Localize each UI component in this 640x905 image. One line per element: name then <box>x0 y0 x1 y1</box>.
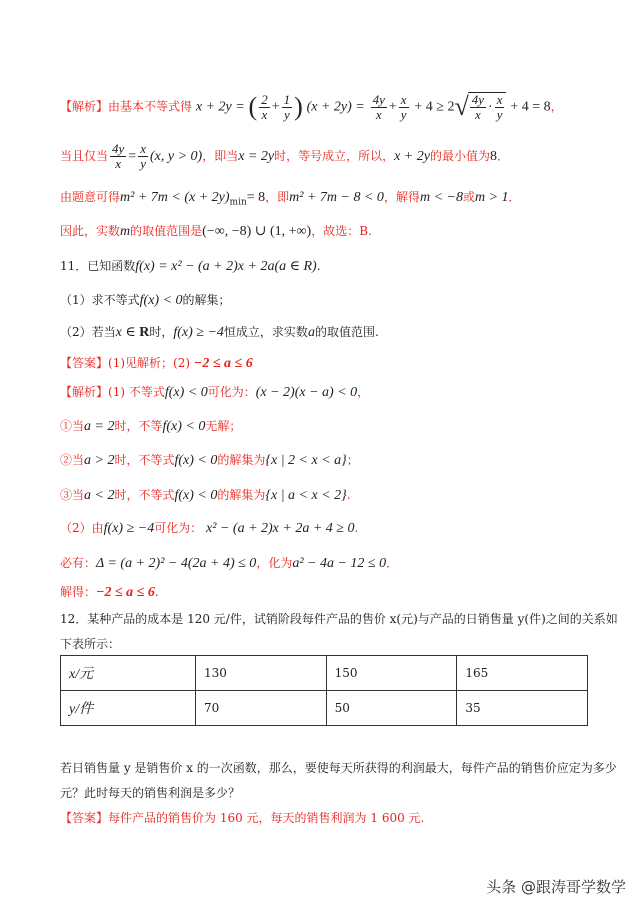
question-11 <box>60 258 321 275</box>
analysis-line-1 <box>60 92 563 122</box>
case-1 <box>60 418 241 435</box>
punct: ， <box>357 385 370 399</box>
math-expr: f(x) < 0 <box>174 453 218 468</box>
punct: . <box>346 488 351 502</box>
math-var: a <box>307 325 315 340</box>
text: 的取值范围是 <box>130 224 203 238</box>
must-condition <box>60 555 398 572</box>
punct: ． <box>386 556 399 570</box>
answer-12 <box>60 810 424 826</box>
fraction: $\frac{1}{y}$ <box>283 91 291 122</box>
math-expr: (x − 2)(x − a) < 0 <box>255 385 358 400</box>
fraction: $\frac{x}{y}$ <box>400 91 407 122</box>
text: ，即当 <box>202 149 239 163</box>
punct: . <box>354 521 359 535</box>
math-expr: m > 1 <box>474 190 509 205</box>
math-expr: + 4 ≥ 2 <box>414 99 455 115</box>
text: 或 <box>462 190 475 204</box>
math-expr: f(x) < 0 <box>164 385 208 400</box>
text: 时，等号成立，所以， <box>274 149 395 163</box>
text: 的解集； <box>182 293 231 307</box>
math-expr: x ∈ <box>115 325 140 340</box>
table-cell: 130 <box>196 656 327 691</box>
paren-close: ) <box>294 92 303 121</box>
table-cell: x/元 <box>61 656 196 691</box>
text: 解得： <box>60 585 97 599</box>
text: 时，不等 <box>114 419 163 433</box>
math-expr: = 8 <box>246 190 266 205</box>
math-expr: f(x) < 0 <box>162 419 206 434</box>
table-cell: 150 <box>326 656 457 691</box>
math-expr: m² + 7m − 8 < 0 <box>289 190 384 205</box>
punct: . <box>316 259 321 273</box>
case-2 <box>60 452 359 469</box>
text: 可化为： <box>154 521 203 535</box>
radicand <box>468 92 507 122</box>
dot-sign: · <box>488 100 493 115</box>
plus-sign: + <box>271 99 280 115</box>
math-expr: f(x) < 0 <box>174 488 218 503</box>
punct: . <box>154 585 159 599</box>
answer-label: 【答案】 <box>60 356 109 370</box>
text: ①当 <box>60 419 85 433</box>
math-var: m <box>120 224 131 239</box>
fraction: $\frac{x}{y}$ <box>140 141 146 171</box>
watermark: 头条 @跟涛哥学数学 <box>486 878 626 896</box>
price-sales-table <box>60 655 588 726</box>
math-expr: f(x) ≥ −4 <box>173 325 224 340</box>
text: 的取值范围. <box>314 325 379 339</box>
math-set: R <box>139 325 150 340</box>
text: (1)见解析；(2) <box>108 356 191 370</box>
text: 的最小值为 <box>429 149 490 163</box>
fraction: $\frac{4y}{x}$ <box>112 141 125 171</box>
math-expr: (x, y > 0) <box>149 149 203 164</box>
part-2-analysis <box>60 520 358 537</box>
fraction: $\frac{x}{y}$ <box>496 92 503 122</box>
text: (1) 不等式 <box>108 385 165 399</box>
math-expr: −2 ≤ a ≤ 6 <box>96 585 155 600</box>
punct: ． <box>496 149 509 163</box>
analysis-text: 由基本不等式得 <box>108 99 193 114</box>
text: ③当 <box>60 488 85 502</box>
math-expr: Δ = (a + 2)² − 4(2a + 4) ≤ 0 <box>96 556 257 571</box>
table-cell: 165 <box>457 656 588 691</box>
sqrt-icon: √ <box>454 92 469 121</box>
math-expr: a² − 4a − 12 ≤ 0 <box>292 556 387 571</box>
math-expr: x² − (a + 2)x + 2a + 4 ≥ 0 <box>206 521 355 536</box>
solution <box>60 584 159 601</box>
analysis-line-2 <box>60 142 509 171</box>
math-expr: −2 ≤ a ≤ 6 <box>193 356 253 371</box>
text: ②当 <box>60 453 85 467</box>
analysis-line-4 <box>60 223 372 240</box>
math-expr: (−∞, −8) ∪ (1, +∞) <box>202 224 312 239</box>
text: 可化为： <box>207 385 256 399</box>
punct: ． <box>508 190 521 204</box>
math-expr: 8 <box>489 149 497 164</box>
answer-label: 【答案】 <box>60 811 109 825</box>
math-expr: {x | 2 < x < a} <box>265 453 347 468</box>
answer-11 <box>60 355 253 372</box>
text: 时，不等式 <box>114 453 175 467</box>
text: 恒成立，求实数 <box>223 325 308 339</box>
text: 当且仅当 <box>60 149 109 163</box>
math-expr: + 4 = 8 <box>510 99 551 115</box>
text: （2）若当 <box>60 325 116 339</box>
question-11-part-1 <box>60 292 231 309</box>
fraction: $\frac{4y}{x}$ <box>372 91 385 122</box>
fraction: $\frac{2}{x}$ <box>261 91 268 122</box>
table-cell: y/件 <box>61 691 196 726</box>
analysis-label: 【解析】 <box>60 385 109 399</box>
paren-open: ( <box>248 92 258 121</box>
punct: ； <box>346 453 359 467</box>
text: ，化为 <box>256 556 293 570</box>
math-expr: m < −8 <box>419 190 463 205</box>
math-expr: (x + 2y) = <box>306 99 365 115</box>
math-expr: x + 2y <box>394 149 430 164</box>
table-cell: 70 <box>196 691 327 726</box>
text: 无解； <box>205 419 242 433</box>
table-cell: 35 <box>457 691 588 726</box>
punct: ， <box>550 99 563 114</box>
analysis-line-3 <box>60 189 521 210</box>
question-12b-line-1: 若日销售量 y 是销售价 x 的一次函数，那么，要使每天所获得的利润最大，每件产品的销售价应定为多少 <box>60 761 617 775</box>
text: 时，不等式 <box>114 488 175 502</box>
table-cell: 50 <box>326 691 457 726</box>
text: ，解得 <box>383 190 420 204</box>
text: 的解集为 <box>217 453 266 467</box>
text: 由题意可得 <box>60 190 121 204</box>
question-12-line-1: 12．某种产品的成本是 120 元/件，试销阶段每件产品的售价 x(元)与产品的日销售量 y(件)之间的关系如 <box>60 612 618 626</box>
math-expr: f(x) = x² − (a + 2)x + 2a(a ∈ R) <box>135 259 317 274</box>
text: ，即 <box>265 190 290 204</box>
text: 因此，实数 <box>60 224 121 238</box>
table-row <box>61 656 588 691</box>
analysis-11 <box>60 384 369 401</box>
text: 时， <box>149 325 174 339</box>
math-expr: a = 2 <box>84 419 115 434</box>
math-expr: f(x) < 0 <box>139 293 183 308</box>
text: 每件产品的销售价为 160 元，每天的销售利润为 1 600 元. <box>108 811 425 825</box>
text: 的解集为 <box>217 488 266 502</box>
math-expr: a < 2 <box>84 488 115 503</box>
text: ，故选：B. <box>311 224 372 238</box>
text: （1）求不等式 <box>60 293 140 307</box>
text: （2）由 <box>60 521 104 535</box>
table-row <box>61 691 588 726</box>
case-3 <box>60 487 351 504</box>
plus-sign: + <box>388 99 397 115</box>
math-expr: {x | a < x < 2} <box>265 488 347 503</box>
math-expr: m² + 7m < (x + 2y) <box>120 190 230 205</box>
question-number: 11．已知函数 <box>60 259 136 273</box>
math-expr: x + 2y = <box>195 99 245 115</box>
question-12b-line-2: 元？此时每天的销售利润是多少？ <box>60 786 241 800</box>
question-12-line-2: 下表所示： <box>60 637 121 651</box>
analysis-label: 【解析】 <box>60 99 109 114</box>
equals-sign: = <box>128 149 137 164</box>
math-expr: f(x) ≥ −4 <box>103 521 155 536</box>
fraction: $\frac{4y}{x}$ <box>471 92 485 122</box>
math-expr: a > 2 <box>84 453 115 468</box>
question-11-part-2 <box>60 324 379 341</box>
math-expr: x = 2y <box>238 149 275 164</box>
text: 必有： <box>60 556 97 570</box>
subscript: min <box>229 197 247 208</box>
